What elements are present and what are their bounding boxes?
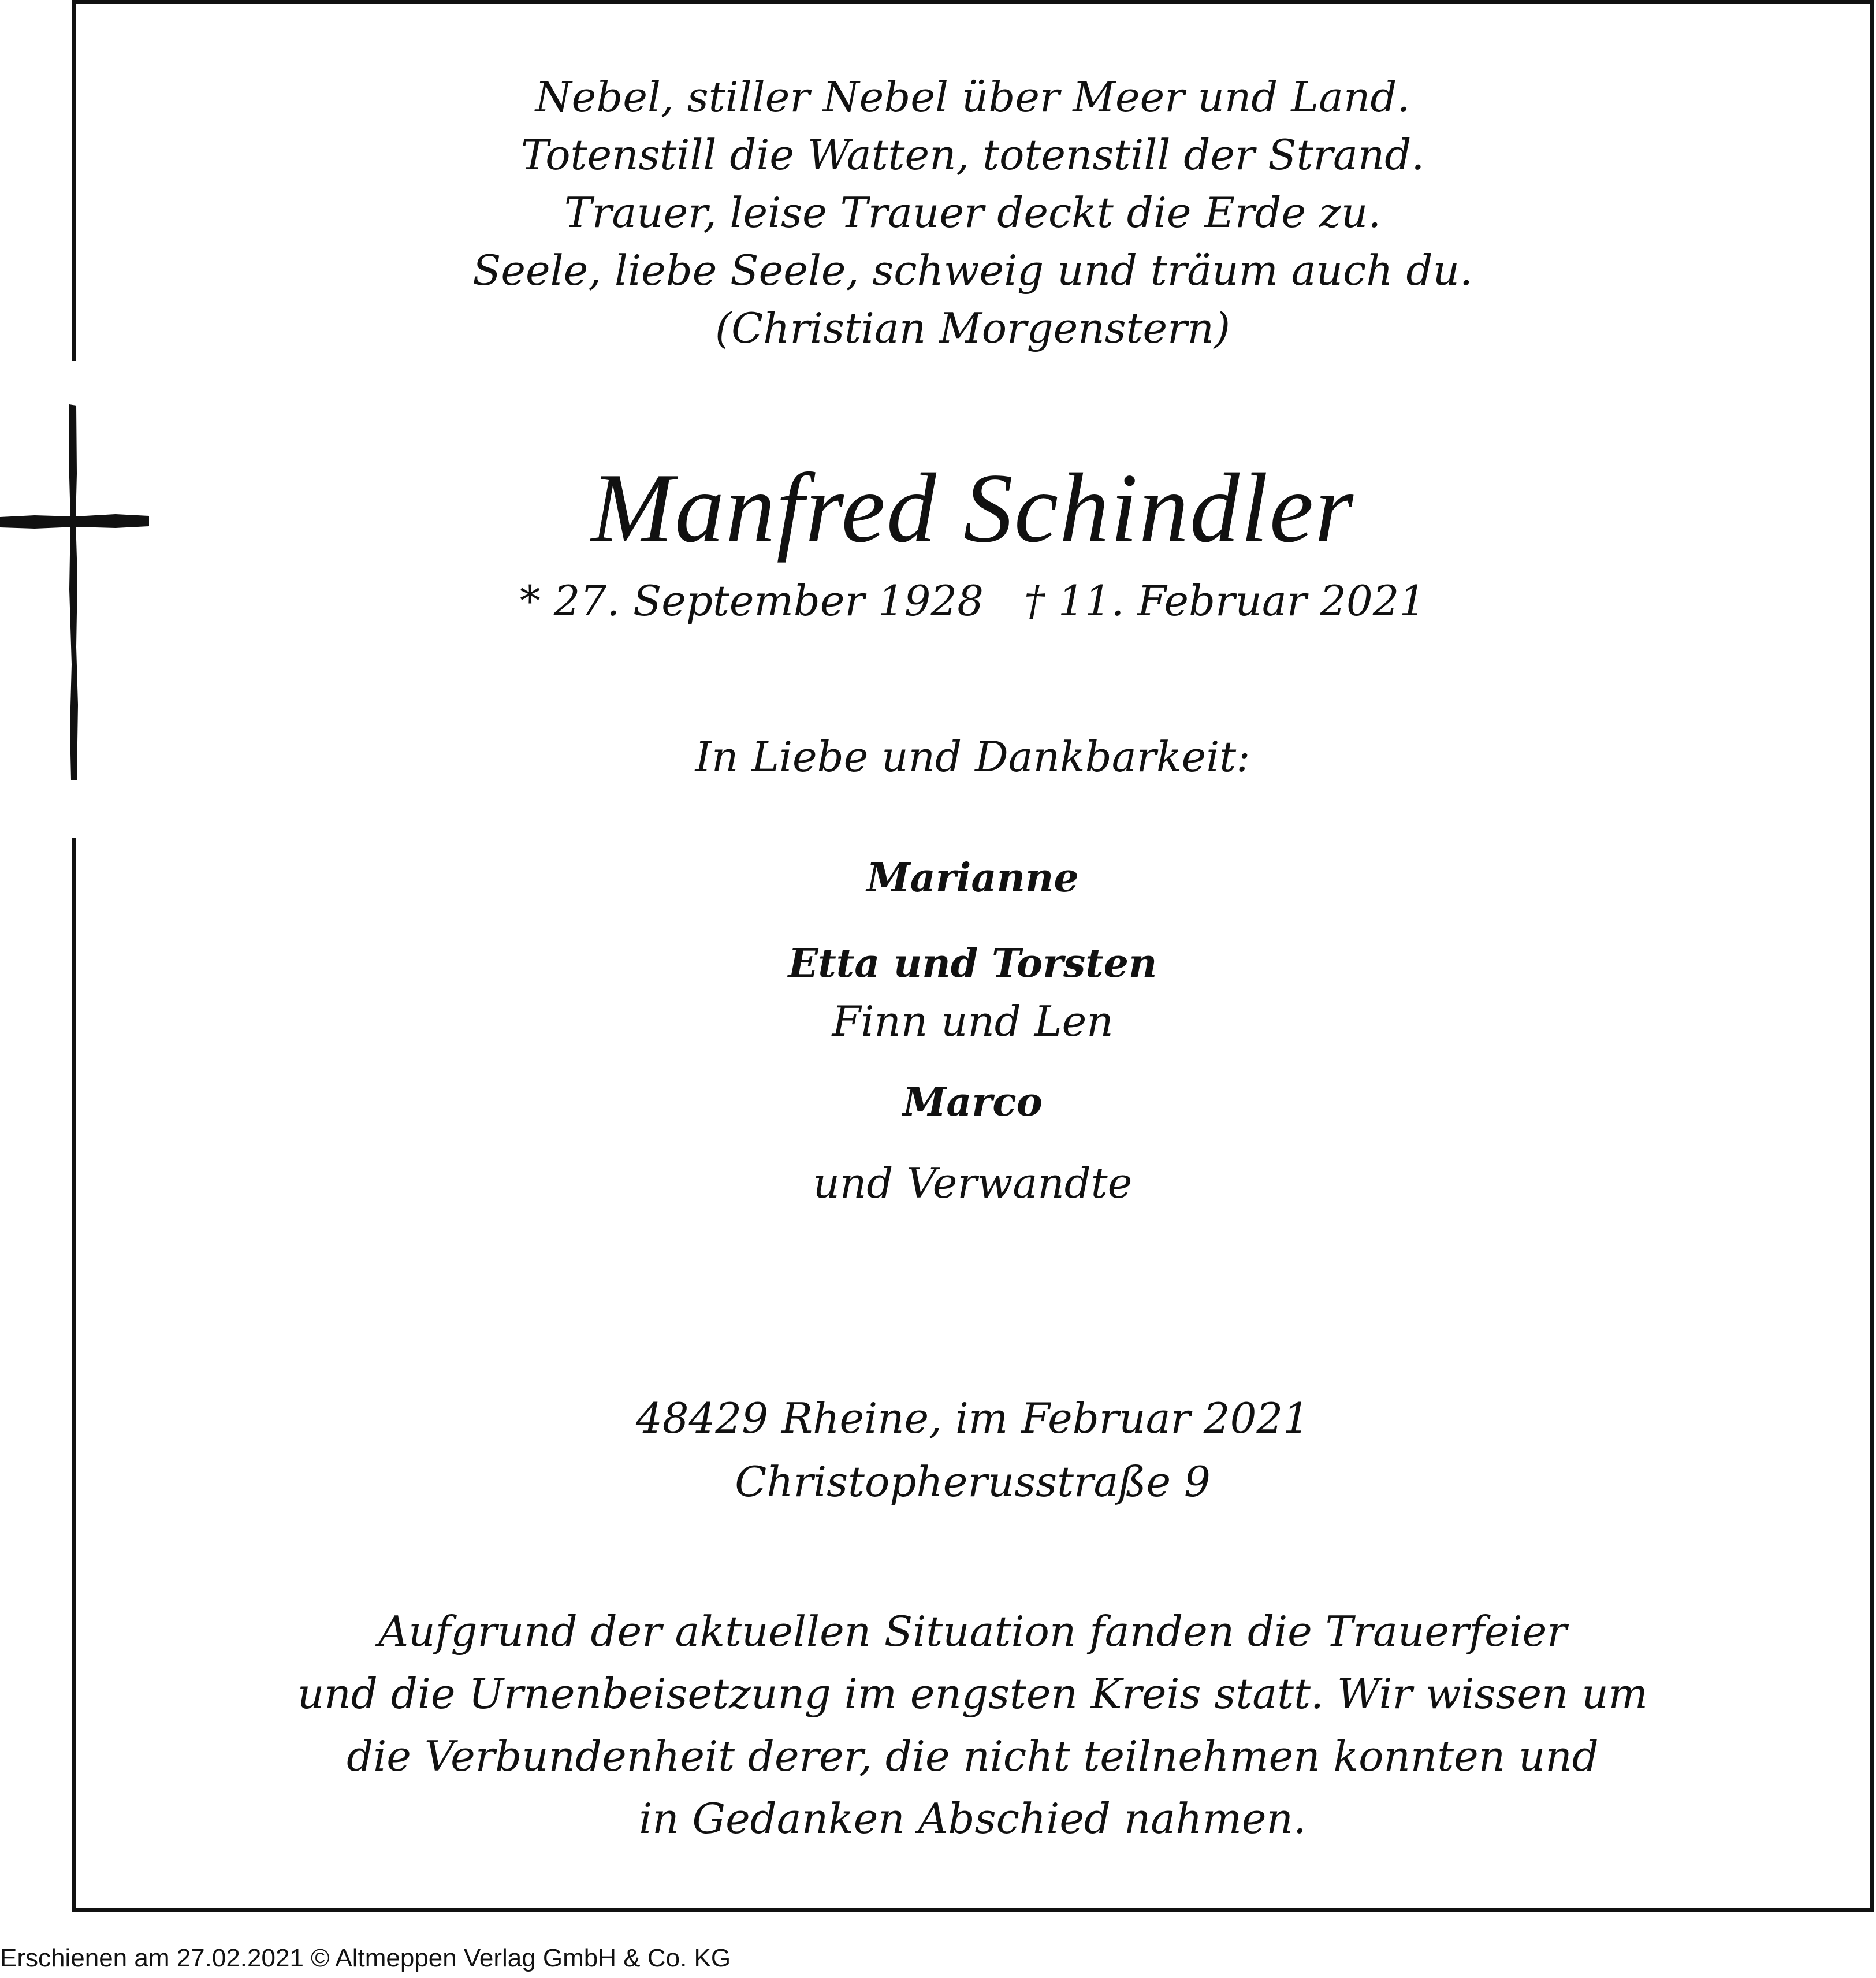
frame-left-border-lower (72, 838, 76, 1912)
address-block (76, 1386, 1870, 1514)
mourner-family: Marco (903, 1079, 1043, 1125)
birth-date: * 27. September 1928 (519, 577, 984, 625)
dedication-line: In Liebe und Dankbarkeit: (695, 733, 1250, 781)
frame-top-border (72, 0, 1874, 4)
death-date: † 11. Februar 2021 (1024, 577, 1426, 625)
poem (76, 68, 1870, 357)
poem-author: (Christian Morgenstern) (714, 304, 1231, 352)
publication-credit: Erschienen am 27.02.2021 © Altmeppen Verlag GmbH & Co. KG (0, 1944, 731, 1972)
poem-line: Nebel, stiller Nebel über Meer und Land. (535, 73, 1410, 121)
frame-right-border (1870, 0, 1874, 1912)
poem-line: Seele, liebe Seele, schweig und träum auch du. (472, 246, 1473, 295)
poem-line: Trauer, leise Trauer deckt die Erde zu. (564, 188, 1382, 237)
street-address: Christopherusstraße 9 (735, 1458, 1211, 1506)
frame-left-border-upper (72, 0, 76, 361)
note-line: die Verbundenheit derer, die nicht teilnehmen konnten und (347, 1732, 1599, 1780)
mourners-list (76, 849, 1870, 1212)
poem-line: Totenstill die Watten, totenstill der Strand. (520, 131, 1425, 179)
mourner-family: Etta und Torsten (788, 940, 1157, 987)
note-line: Aufgrund der aktuellen Situation fanden die Trauerfeier (378, 1607, 1567, 1656)
life-dates (76, 572, 1870, 630)
mourner-grandchildren: Finn und Len (832, 997, 1114, 1046)
deceased-name: Manfred Schindler (590, 453, 1355, 563)
frame-bottom-border (72, 1908, 1874, 1912)
note-line: und die Urnenbeisetzung im engsten Kreis statt. Wir wissen um (297, 1670, 1648, 1718)
note-line: in Gedanken Abschied nahmen. (639, 1794, 1306, 1843)
mourner-spouse: Marianne (866, 855, 1079, 901)
funeral-note (76, 1600, 1870, 1850)
place-date: 48429 Rheine, im Februar 2021 (635, 1394, 1310, 1442)
mourner-relatives: und Verwandte (813, 1159, 1133, 1207)
